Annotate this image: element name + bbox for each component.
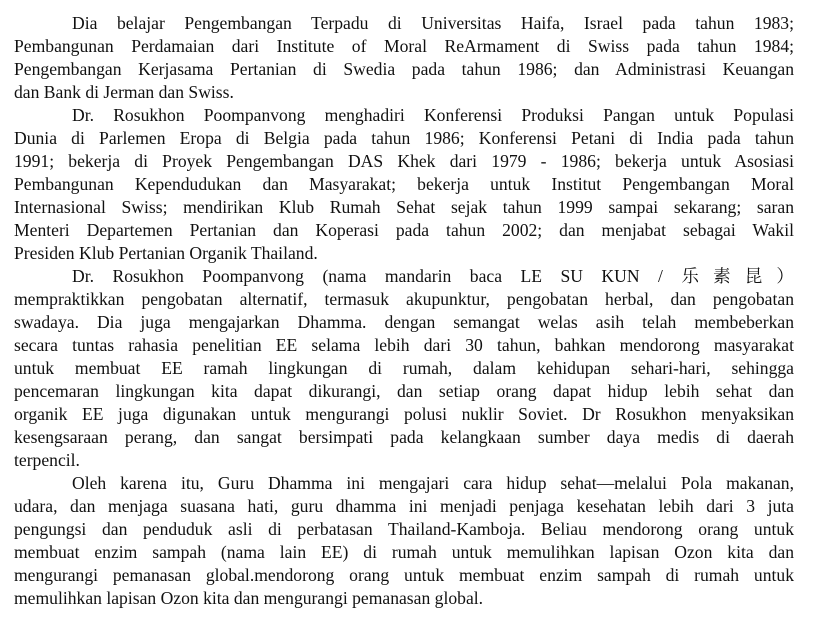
text-line: Pengembangan Kerjasama Pertanian di Swedia pada tahun 1986; dan Administrasi Keuangan — [14, 59, 794, 79]
text-line: untuk membuat EE ramah lingkungan di rumah, dalam kehidupan sehari-hari, sehingga — [14, 358, 794, 378]
text-line: Dr. Rosukhon Poompanvong (nama mandarin baca LE SU KUN / 乐素昆） — [72, 266, 794, 286]
text-line: Dia belajar Pengembangan Terpadu di Universitas Haifa, Israel pada tahun 1983; — [72, 13, 794, 33]
paragraph-teaching — [14, 472, 794, 610]
paragraph-education — [14, 12, 794, 104]
text-line: pengungsi dan penduduk asli di perbatasan Thailand-Kamboja. Beliau mendorong orang untuk — [14, 519, 794, 539]
text-line: pencemaran lingkungan kita dapat dikurangi, dan setiap orang dapat hidup lebih sehat dan — [14, 381, 794, 401]
text-line: Dunia di Parlemen Eropa di Belgia pada tahun 1986; Konferensi Petani di India pada tahun — [14, 128, 794, 148]
text-line: kesengsaraan perang, dan sangat bersimpati pada kelangkaan sumber daya medis di daerah — [14, 427, 794, 447]
text-line: terpencil. — [14, 450, 80, 470]
text-line: secara tuntas rahasia penelitian EE selama lebih dari 30 tahun, bahkan mendorong masyarakat — [14, 335, 794, 355]
text-line: Oleh karena itu, Guru Dhamma ini mengajari cara hidup sehat—melalui Pola makanan, — [72, 473, 794, 493]
text-line: Pembangunan Perdamaian dari Institute of Moral ReArmament di Swiss pada tahun 1984; — [14, 36, 794, 56]
text-line: Pembangunan Kependudukan dan Masyarakat; bekerja untuk Institut Pengembangan Moral — [14, 174, 794, 194]
text-line: 1991; bekerja di Proyek Pengembangan DAS Khek dari 1979 - 1986; bekerja untuk Asosiasi — [14, 151, 794, 171]
paragraph-career — [14, 104, 794, 265]
text-line: mempraktikkan pengobatan alternatif, termasuk akupunktur, pengobatan herbal, dan pengobatan — [14, 289, 794, 309]
paragraph-practice — [14, 265, 794, 472]
text-line: Menteri Departemen Pertanian dan Koperasi pada tahun 2002; dan menjabat sebagai Wakil — [14, 220, 794, 240]
text-line: dan Bank di Jerman dan Swiss. — [14, 82, 234, 102]
text-line: swadaya. Dia juga mengajarkan Dhamma. dengan semangat welas asih telah membeberkan — [14, 312, 794, 332]
text-line: organik EE juga digunakan untuk mengurangi polusi nuklir Soviet. Dr Rosukhon menyaksikan — [14, 404, 794, 424]
document-body — [14, 12, 794, 610]
text-line: mengurangi pemanasan global.mendorong orang untuk membuat enzim sampah di rumah untuk — [14, 565, 794, 585]
text-line: Presiden Klub Pertanian Organik Thailand. — [14, 243, 318, 263]
text-line: udara, dan menjaga suasana hati, guru dhamma ini menjadi penjaga kesehatan lebih dari 3 juta — [14, 496, 794, 516]
text-line: Internasional Swiss; mendirikan Klub Rumah Sehat sejak tahun 1999 sampai sekarang; saran — [14, 197, 794, 217]
text-line: membuat enzim sampah (nama lain EE) di rumah untuk memulihkan lapisan Ozon kita dan — [14, 542, 794, 562]
text-line: memulihkan lapisan Ozon kita dan mengurangi pemanasan global. — [14, 588, 484, 608]
text-line: Dr. Rosukhon Poompanvong menghadiri Konferensi Produksi Pangan untuk Populasi — [72, 105, 794, 125]
